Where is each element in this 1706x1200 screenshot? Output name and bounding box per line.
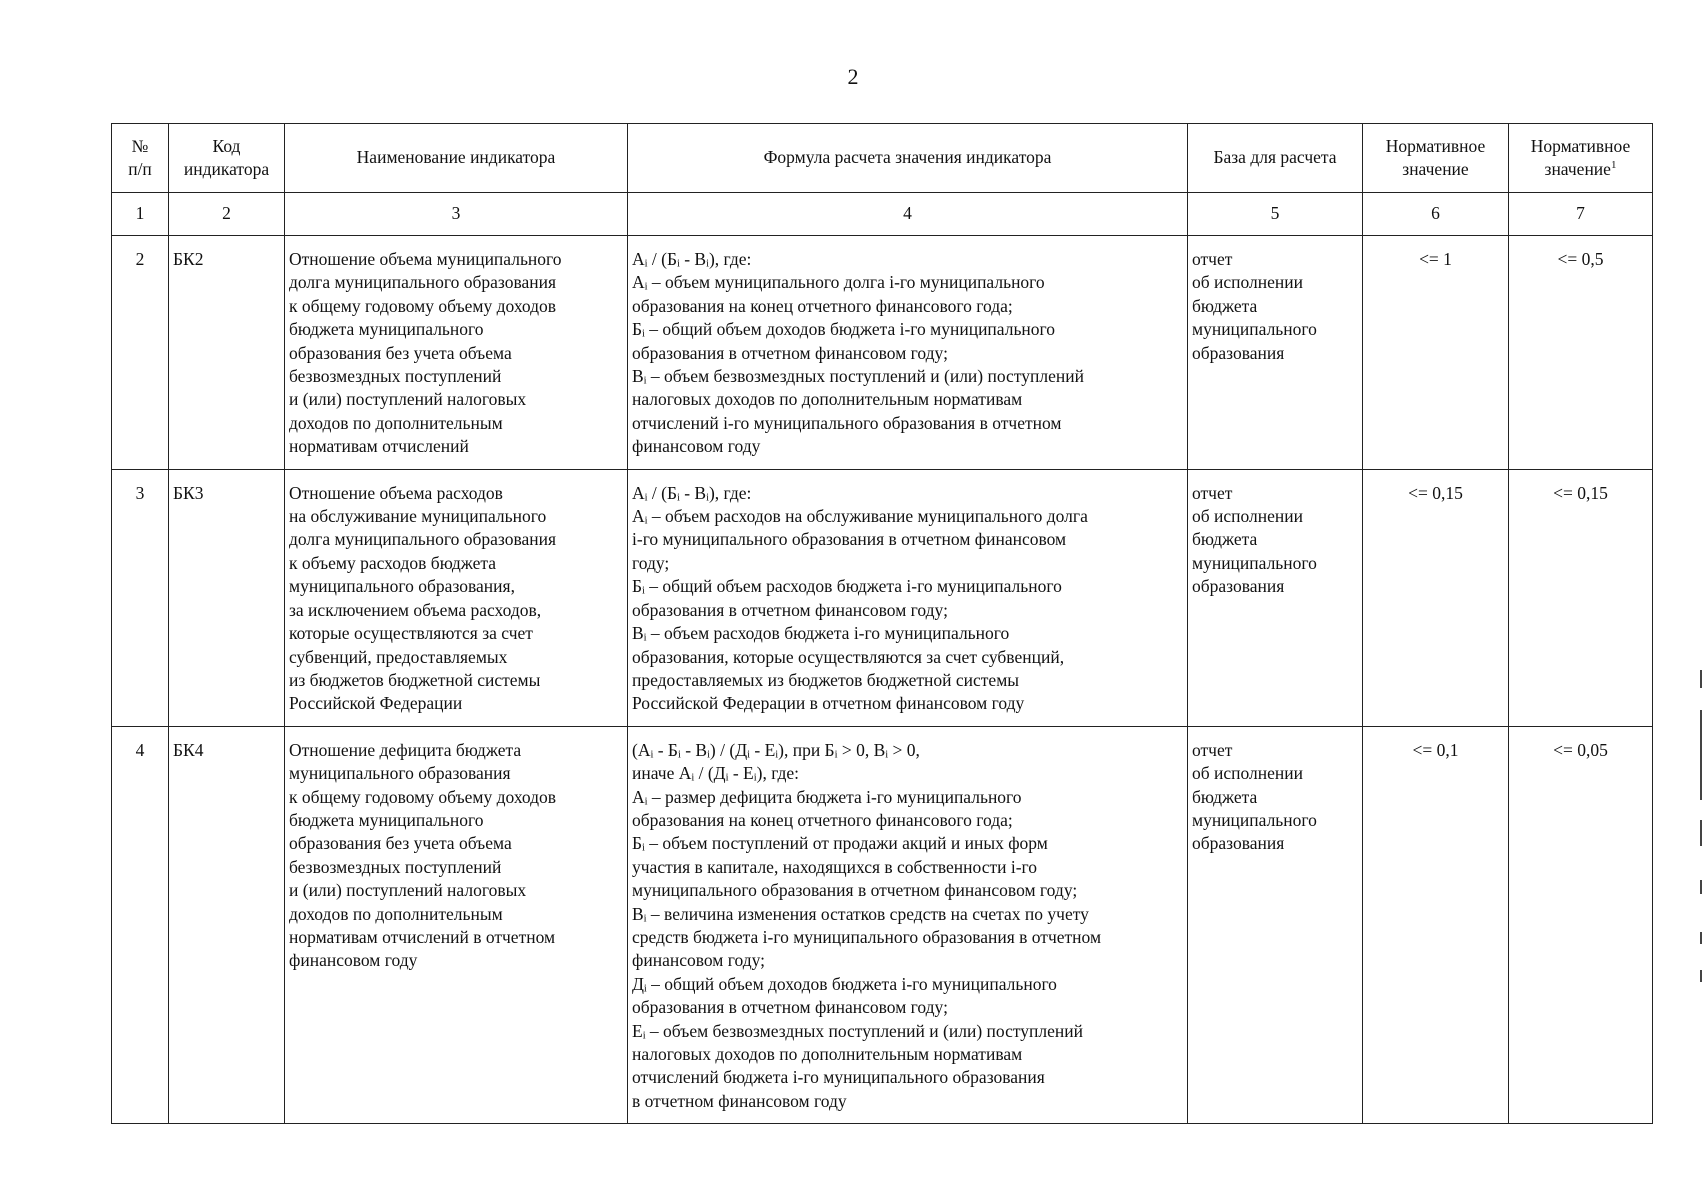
indicator-formula-line: Бᵢ – объем поступлений от продажи акций и иных форм [632,833,1048,854]
column-number: 2 [169,193,285,236]
indicator-formula-line: i-го муниципального образования в отчетном финансовом [632,529,1067,550]
header-norm-value-footnoted: Нормативное значение$^1$ [1509,124,1653,193]
indicator-name-line: безвозмездных поступлений [289,366,502,387]
indicator-name-line: которые осуществляются за счет [289,623,533,644]
header-row [112,124,1653,193]
indicator-formula-line: Еᵢ – объем безвозмездных поступлений и (или) поступлений [632,1020,1083,1041]
header-num: № п/п [112,124,169,193]
indicator-name [285,726,628,1124]
indicator-formula-line: образования на конец отчетного финансового года; [632,295,1013,316]
indicator-name [285,236,628,470]
calculation-base-line: муниципального [1192,809,1317,830]
indicators-table [111,123,1653,1124]
calculation-base-line: об исполнении [1192,272,1304,293]
normative-value-footnoted: <= 0,5 [1509,236,1653,470]
indicator-formula-line: в отчетном финансовом году [632,1090,847,1111]
row-number: 4 [112,726,169,1124]
calculation-base [1188,469,1363,726]
calculation-base-line: отчет [1192,739,1233,760]
column-number: 3 [285,193,628,236]
calculation-base-line: об исполнении [1192,763,1304,784]
row-number: 2 [112,236,169,470]
header-formula: Формула расчета значения индикатора [628,124,1188,193]
calculation-base [1188,726,1363,1124]
indicator-name-line: Российской Федерации [289,693,463,714]
column-number: 6 [1363,193,1509,236]
indicator-name-line: образования без учета объема [289,833,512,854]
indicator-name-line: Отношение объема расходов [289,482,503,503]
calculation-base-line: муниципального [1192,552,1317,573]
header-norm-value: Нормативное значение [1363,124,1509,193]
indicator-formula-line: образования в отчетном финансовом году; [632,997,948,1018]
indicator-name-line: Отношение дефицита бюджета [289,739,522,760]
indicator-formula-line: Аᵢ / (Бᵢ - Вᵢ), где: [632,482,752,503]
indicator-formula-line: Дᵢ – общий объем доходов бюджета i-го муниципального [632,973,1057,994]
indicator-name-line: долга муниципального образования [289,529,557,550]
row-number: 3 [112,469,169,726]
indicator-formula-line: предоставляемых из бюджетов бюджетной системы [632,669,1020,690]
indicator-formula-line: (Аᵢ - Бᵢ - Вᵢ) / (Дᵢ - Еᵢ), при Бᵢ > 0, Вᵢ > 0, [632,739,920,760]
scan-margin-marks [1700,670,1703,990]
indicator-name-line: и (или) поступлений налоговых [289,880,527,901]
normative-value: <= 0,15 [1363,469,1509,726]
calculation-base-line: образования [1192,576,1285,597]
calculation-base-line: муниципального [1192,319,1317,340]
calculation-base [1188,236,1363,470]
normative-value: <= 1 [1363,236,1509,470]
footnote-marker: 1 [1610,159,1617,172]
indicator-formula-line: отчислений бюджета i-го муниципального образования [632,1067,1045,1088]
indicator-name-line: бюджета муниципального [289,809,484,830]
indicator-formula-line: Вᵢ – величина изменения остатков средств на счетах по учету [632,903,1089,924]
indicator-formula-line: Аᵢ – объем расходов на обслуживание муниципального долга [632,506,1088,527]
page-number: 2 [847,64,859,89]
indicator-formula-line: Вᵢ – объем безвозмездных поступлений и (или) поступлений [632,366,1084,387]
indicator-name-line: нормативам отчислений в отчетном [289,926,556,947]
table-row [112,469,1653,726]
indicator-name-line: Отношение объема муниципального [289,249,562,269]
indicator-formula [628,726,1188,1124]
header-code: Код индикатора [169,124,285,193]
column-number: 7 [1509,193,1653,236]
indicator-code: БК4 [169,726,285,1124]
calculation-base-line: отчет [1192,482,1233,503]
indicator-name-line: бюджета муниципального [289,319,484,340]
indicator-name-line: доходов по дополнительным [289,412,503,433]
indicator-formula-line: отчислений i-го муниципального образования в отчетном [632,412,1062,433]
indicator-formula-line: Бᵢ – общий объем доходов бюджета i-го муниципального [632,319,1056,340]
calculation-base-line: образования [1192,833,1285,854]
indicator-name-line: безвозмездных поступлений [289,856,502,877]
calculation-base-line: об исполнении [1192,506,1304,527]
indicator-formula-line: Бᵢ – общий объем расходов бюджета i-го муниципального [632,576,1062,597]
indicator-formula [628,469,1188,726]
indicator-formula-line: средств бюджета i-го муниципального образования в отчетном [632,926,1102,947]
indicator-name-line: из бюджетов бюджетной системы [289,669,541,690]
indicator-formula-line: муниципального образования в отчетном финансовом году; [632,880,1078,901]
indicator-formula-line: образования, которые осуществляются за счет субвенций, [632,646,1065,667]
table-row [112,726,1653,1124]
indicator-formula-line: Аᵢ / (Бᵢ - Вᵢ), где: [632,249,752,269]
indicator-formula-line: году; [632,552,670,573]
indicator-code: БК3 [169,469,285,726]
indicator-formula-line: Аᵢ – размер дефицита бюджета i-го муниципального [632,786,1022,807]
indicator-name-line: муниципального образования, [289,576,515,597]
indicator-name-line: к объему расходов бюджета [289,552,497,573]
indicator-name-line: доходов по дополнительным [289,903,503,924]
indicator-code: БК2 [169,236,285,470]
indicator-name [285,469,628,726]
indicator-name-line: к общему годовому объему доходов [289,786,557,807]
indicator-name-line: за исключением объема расходов, [289,599,542,620]
normative-value: <= 0,1 [1363,726,1509,1124]
indicator-formula-line: иначе Аᵢ / (Дᵢ - Еᵢ), где: [632,763,800,784]
indicator-formula [628,236,1188,470]
indicator-name-line: финансовом году [289,950,418,971]
indicator-formula-line: финансовом году [632,436,761,457]
calculation-base-line: образования [1192,342,1285,363]
header-name: Наименование индикатора [285,124,628,193]
indicator-formula-line: образования в отчетном финансовом году; [632,342,948,363]
calculation-base-line: бюджета [1192,529,1258,550]
normative-value-footnoted: <= 0,05 [1509,726,1653,1124]
column-number: 5 [1188,193,1363,236]
indicator-formula-line: Вᵢ – объем расходов бюджета i-го муниципального [632,623,1010,644]
header-base: База для расчета [1188,124,1363,193]
indicator-name-line: субвенций, предоставляемых [289,646,508,667]
indicator-name-line: образования без учета объема [289,342,512,363]
indicator-formula-line: налоговых доходов по дополнительным нормативам [632,1044,1023,1064]
calculation-base-line: бюджета [1192,786,1258,807]
indicator-formula-line: Российской Федерации в отчетном финансовом году [632,693,1025,714]
column-number: 4 [628,193,1188,236]
indicator-formula-line: образования в отчетном финансовом году; [632,599,948,620]
indicator-name-line: и (или) поступлений налоговых [289,389,527,410]
indicator-formula-line: участия в капитале, находящихся в собственности i-го [632,856,1038,877]
indicator-formula-line: налоговых доходов по дополнительным нормативам [632,389,1023,410]
table-row [112,236,1653,470]
indicator-name-line: нормативам отчислений [289,436,469,457]
indicator-formula-line: финансовом году; [632,950,766,971]
indicator-name-line: муниципального образования [289,763,511,784]
indicator-name-line: на обслуживание муниципального [289,506,547,527]
normative-value-footnoted: <= 0,15 [1509,469,1653,726]
calculation-base-line: отчет [1192,249,1233,269]
indicator-name-line: к общему годовому объему доходов [289,295,557,316]
calculation-base-line: бюджета [1192,295,1258,316]
indicator-formula-line: образования на конец отчетного финансового года; [632,809,1013,830]
indicator-name-line: долга муниципального образования [289,272,557,293]
column-number-row [112,193,1653,236]
indicator-formula-line: Аᵢ – объем муниципального долга i-го муниципального [632,272,1045,293]
column-number: 1 [112,193,169,236]
